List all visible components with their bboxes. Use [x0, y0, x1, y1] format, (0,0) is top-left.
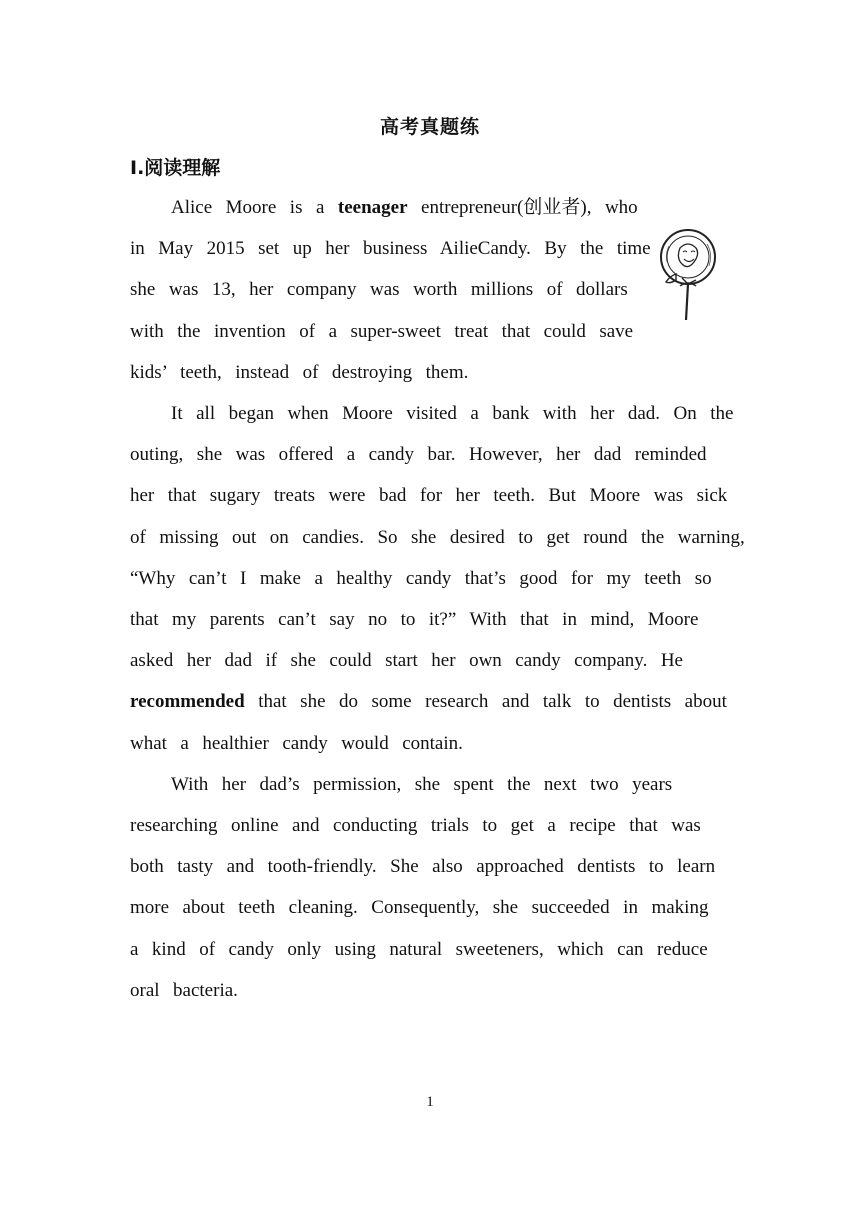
passage-line	[130, 649, 683, 673]
line-text: in May 2015 set up her business AilieCandy. By the time	[130, 238, 651, 260]
passage-line	[130, 814, 701, 838]
line-text: a kind of candy only using natural sweeteners, which can reduce	[130, 938, 708, 960]
passage-line	[130, 690, 727, 714]
passage-line	[130, 320, 633, 344]
passage-line	[130, 732, 463, 756]
passage-line	[130, 979, 238, 1003]
line-text: her that sugary treats were bad for her teeth. But Moore was sick	[130, 485, 728, 507]
passage-line	[130, 361, 468, 385]
lollipop-logo-icon	[658, 224, 722, 324]
line-text: “Why can’t I make a healthy candy that’s good for my teeth so	[130, 567, 712, 589]
line-text: that my parents can’t say no to it?” With that in mind, Moore	[130, 609, 699, 630]
passage-line	[130, 526, 745, 550]
line-text: with the invention of a super-sweet treat that could save	[130, 320, 634, 342]
passage-line	[130, 443, 707, 467]
line-text: that she do some research and talk to dentists about	[244, 691, 727, 713]
passage-line	[130, 608, 698, 632]
line-text: It all began when Moore visited a bank with her dad. On the	[171, 403, 734, 424]
line-text: kids’ teeth, instead of destroying them.	[130, 361, 469, 383]
bold-word: recommended	[130, 691, 245, 713]
line-text: what a healthier candy would contain.	[130, 732, 463, 754]
line-text: entrepreneur(创业者), who	[407, 197, 638, 218]
line-text: researching online and conducting trials to get a recipe that was	[130, 815, 701, 836]
line-text: asked her dad if she could start her own candy company. He	[130, 650, 683, 672]
passage-line	[130, 278, 628, 302]
line-text: With her dad’s permission, she spent the next two years	[171, 773, 673, 795]
passage-line	[171, 196, 638, 220]
passage-line	[130, 237, 651, 261]
line-text: Alice Moore is a	[171, 197, 338, 218]
line-text: both tasty and tooth-friendly. She also approached dentists to learn	[130, 856, 716, 878]
line-text: oral bacteria.	[130, 979, 238, 1001]
page-number: 1	[426, 1094, 434, 1110]
line-text: outing, she was offered a candy bar. However, her dad reminded	[130, 444, 707, 466]
page-title: 高考真题练	[379, 116, 480, 138]
passage-line	[130, 484, 727, 508]
bold-word: teenager	[337, 197, 408, 218]
section-heading: Ⅰ.阅读理解	[130, 157, 221, 179]
passage-line	[130, 938, 708, 962]
passage-line	[171, 402, 733, 426]
passage-line	[130, 567, 712, 591]
passage-line	[171, 773, 672, 797]
passage-line	[130, 855, 715, 879]
line-text: of missing out on candies. So she desired to get round the warning,	[130, 526, 745, 548]
line-text: more about teeth cleaning. Consequently, she succeeded in making	[130, 897, 709, 919]
passage-line	[130, 896, 708, 920]
line-text: she was 13, her company was worth millions of dollars	[130, 279, 628, 301]
